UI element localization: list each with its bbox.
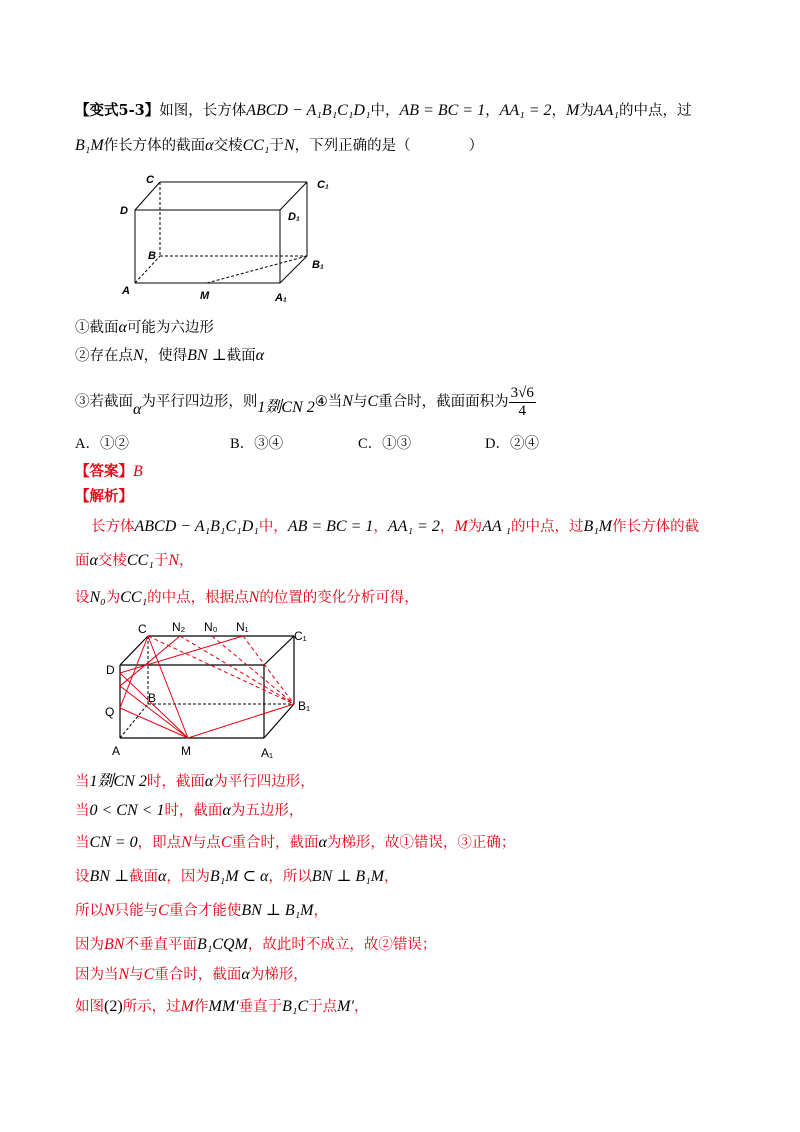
math-expr: M xyxy=(454,518,468,535)
text: 的中点，过 xyxy=(510,519,584,535)
text: ， xyxy=(373,519,388,535)
text: 所示，过 xyxy=(122,999,181,1015)
choice-d[interactable]: D．②④ xyxy=(485,436,539,452)
text: ，所以 xyxy=(268,869,312,885)
label-D1: D₁ xyxy=(288,211,300,223)
label-D: D xyxy=(120,205,128,217)
text: ， xyxy=(353,999,369,1015)
label-B1: B₁ xyxy=(298,699,311,713)
option-1 xyxy=(75,317,214,339)
text: 垂直于 xyxy=(238,999,283,1015)
figure-cuboid xyxy=(110,168,370,308)
math-expr: α xyxy=(222,802,231,819)
math-expr: C xyxy=(158,902,169,919)
math-expr: AA ₁ xyxy=(482,518,511,535)
math-expr: BN xyxy=(104,936,125,953)
text: ， xyxy=(384,869,399,885)
text: ②存在点 xyxy=(75,348,133,364)
text: 于点 xyxy=(308,999,338,1015)
text: 为平行四边形， xyxy=(213,774,315,790)
math-expr: N xyxy=(133,347,144,364)
text: 交棱 xyxy=(213,138,243,154)
problem-line-2 xyxy=(75,135,483,157)
analysis-label-line xyxy=(75,486,133,508)
text: 可能为六边形 xyxy=(126,320,214,336)
text: 与点 xyxy=(191,835,221,851)
math-expr: B₁M xyxy=(75,137,104,154)
math-expr: BN ⊥ xyxy=(89,868,129,885)
text: 为五边形， xyxy=(230,803,304,819)
math-expr: B₁CQM xyxy=(196,936,248,953)
fraction-numerator: 3√6 xyxy=(510,384,534,401)
math-expr: α xyxy=(118,319,127,336)
label-B: B xyxy=(148,250,156,262)
analysis-line-2 xyxy=(75,550,193,572)
text: 长方体 xyxy=(91,519,135,535)
figure-cross-sections xyxy=(98,618,338,760)
text: 不垂直平面 xyxy=(124,937,197,953)
text: 作 xyxy=(193,999,209,1015)
math-expr: N₀ xyxy=(89,589,106,606)
answer-line xyxy=(75,461,143,483)
math-expr: α xyxy=(318,834,327,851)
label-C1: C₁ xyxy=(317,179,329,191)
math-expr: α xyxy=(158,868,167,885)
math-expr: B₁M xyxy=(583,518,613,535)
label-B1: B₁ xyxy=(312,259,324,271)
label-N0: N₀ xyxy=(204,620,218,634)
text: ， xyxy=(313,903,328,919)
analysis-line-1 xyxy=(91,516,699,538)
math-expr: M xyxy=(566,102,580,119)
label-A1: A₁ xyxy=(261,746,274,760)
math-expr: CN = 0 xyxy=(89,834,138,851)
math-expr: C xyxy=(143,966,155,983)
math-expr: 1剟CN 2 xyxy=(89,773,147,790)
label-D: D xyxy=(106,663,115,677)
math-expr: BN ⊥ xyxy=(187,347,227,364)
fraction-denominator: 4 xyxy=(518,402,526,419)
text: ， xyxy=(551,103,567,119)
text: 的中点，过 xyxy=(618,103,692,119)
math-expr: AA₁ xyxy=(593,102,619,119)
math-expr: AB = BC = 1 xyxy=(399,102,486,119)
label-C: C xyxy=(146,174,154,186)
math-expr: ABCD − A₁B₁C₁D₁ xyxy=(134,518,259,535)
analysis-line-10 xyxy=(75,964,308,986)
label-B: B xyxy=(148,691,157,705)
math-expr: AA₁ = 2 xyxy=(387,518,440,535)
text: 为平行四边形，则 xyxy=(141,394,258,410)
math-expr: α xyxy=(255,347,265,364)
math-expr: AB = BC = 1 xyxy=(287,518,374,535)
math-expr: N xyxy=(168,552,179,569)
option-2 xyxy=(75,345,264,367)
label-A1: A₁ xyxy=(275,292,287,304)
analysis-line-11 xyxy=(75,996,368,1018)
math-expr: N xyxy=(248,589,260,606)
answer-value: B xyxy=(133,463,143,480)
label-N2: N₂ xyxy=(172,620,186,634)
analysis-line-3 xyxy=(75,587,419,609)
text: 重合时，截面 xyxy=(154,967,242,983)
text: 为 xyxy=(105,590,121,606)
analysis-line-6 xyxy=(75,832,515,854)
math-expr: (2) xyxy=(104,998,123,1015)
label-Q: Q xyxy=(105,705,115,719)
math-expr: N xyxy=(342,393,353,410)
text: 中， xyxy=(370,103,400,119)
text: 与 xyxy=(129,967,144,983)
math-expr: N xyxy=(181,834,192,851)
text: 设 xyxy=(75,869,90,885)
math-expr: M xyxy=(180,998,194,1015)
text: 于 xyxy=(269,138,284,154)
text: 因为 xyxy=(75,937,104,953)
math-expr: α xyxy=(89,552,98,569)
text: 交棱 xyxy=(97,553,127,569)
text: ，使得 xyxy=(143,348,188,364)
text: 当 xyxy=(75,774,90,790)
text: 截面 xyxy=(129,869,158,885)
text: 的中点，根据点 xyxy=(147,590,249,606)
problem-line-1 xyxy=(75,100,691,122)
text: 如图，长方体 xyxy=(159,103,247,119)
text: ③若截面 xyxy=(75,394,133,410)
text: 时，截面 xyxy=(164,803,223,819)
text: 重合才能使 xyxy=(168,903,242,919)
math-expr: BN ⊥ B₁M xyxy=(241,902,314,919)
text: 的位置的变化分析可得， xyxy=(259,590,419,606)
analysis-label: 【解析】 xyxy=(75,488,133,505)
label-M: M xyxy=(181,744,191,758)
fraction xyxy=(509,385,536,420)
text: ①截面 xyxy=(75,320,119,336)
choice-c[interactable]: C．①③ xyxy=(358,436,412,452)
math-expr: CC₁ xyxy=(242,137,270,154)
text: 所以 xyxy=(75,903,104,919)
text: ，下列正确的是（ ） xyxy=(294,138,484,154)
math-expr: C xyxy=(220,834,232,851)
choice-a[interactable]: A．①② xyxy=(75,436,129,452)
math-expr: B₁M ⊂ α xyxy=(209,868,269,885)
label-M: M xyxy=(200,290,210,302)
math-expr: N xyxy=(283,137,295,154)
math-expr: BN ⊥ B₁M xyxy=(311,868,385,885)
text: ， xyxy=(439,519,455,535)
math-expr: CC₁ xyxy=(120,589,148,606)
math-expr: α xyxy=(204,773,214,790)
analysis-line-8 xyxy=(75,900,328,922)
text: 中， xyxy=(258,519,288,535)
answer-label: 【答案】 xyxy=(75,463,133,480)
analysis-line-9 xyxy=(75,934,436,956)
option-3-4 xyxy=(75,380,536,432)
text: 面 xyxy=(75,553,90,569)
text: 为 xyxy=(579,103,594,119)
text: 重合时，截面面积为 xyxy=(378,394,509,410)
label-C1: C₁ xyxy=(294,629,307,643)
text: ，因为 xyxy=(166,869,210,885)
math-expr: AA₁ = 2 xyxy=(499,102,552,119)
text: 时，截面 xyxy=(146,774,205,790)
problem-tag: 【变式5-3】 xyxy=(75,102,160,119)
text: 作长方体的截 xyxy=(612,519,700,535)
text: 于 xyxy=(153,553,169,569)
math-expr: MM′ xyxy=(208,998,239,1015)
math-expr: N xyxy=(104,902,115,919)
text: 当 xyxy=(75,803,90,819)
math-expr: 0 < CN < 1 xyxy=(89,802,165,819)
text: 设 xyxy=(75,590,90,606)
text: 重合时，截面 xyxy=(231,835,319,851)
text: 为 xyxy=(467,519,483,535)
text: 如图 xyxy=(75,999,104,1015)
math-expr: α xyxy=(205,137,214,154)
analysis-line-7 xyxy=(75,866,399,888)
text: 截面 xyxy=(226,348,256,364)
text: 为梯形， xyxy=(249,967,308,983)
math-expr: M′ xyxy=(337,998,354,1015)
math-expr: C xyxy=(367,393,379,410)
label-N1: N₁ xyxy=(236,620,249,634)
analysis-line-4 xyxy=(75,771,315,793)
math-expr: 1剟CN 2 xyxy=(257,399,315,416)
text: ④当 xyxy=(314,394,343,410)
label-A: A xyxy=(112,744,121,758)
choice-b[interactable]: B．③④ xyxy=(230,436,284,452)
text: 为梯形，故①错误，③正确； xyxy=(326,835,516,851)
math-expr: α xyxy=(133,401,142,418)
label-A: A xyxy=(122,285,130,297)
math-expr: α xyxy=(241,966,250,983)
text: ， xyxy=(178,553,194,569)
math-expr: ABCD − A₁B₁C₁D₁ xyxy=(246,102,371,119)
text: 作长方体的截面 xyxy=(103,138,206,154)
text: 与 xyxy=(352,394,368,410)
text: 当 xyxy=(75,835,90,851)
math-expr: B₁C xyxy=(282,998,309,1015)
text: 因为当 xyxy=(75,967,119,983)
text: ，即点 xyxy=(137,835,182,851)
text: ，故此时不成立，故②错误； xyxy=(247,937,437,953)
math-expr: N xyxy=(118,966,130,983)
text: ， xyxy=(485,103,500,119)
text: 只能与 xyxy=(114,903,159,919)
math-expr: CC₁ xyxy=(126,552,154,569)
analysis-line-5 xyxy=(75,800,303,822)
label-C: C xyxy=(138,622,147,636)
